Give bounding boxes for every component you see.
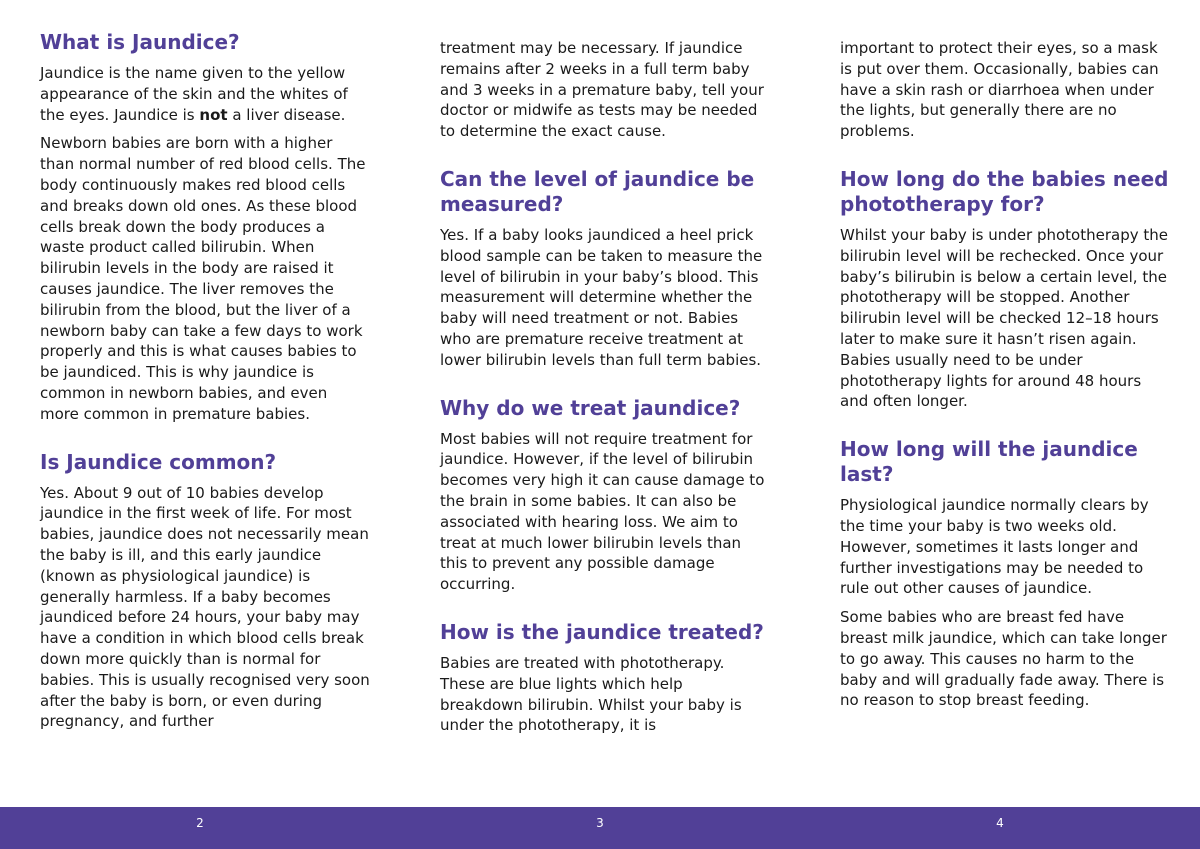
text-run: a liver disease. — [227, 105, 346, 124]
emphasis-not: not — [199, 105, 228, 124]
paragraph-what-is-jaundice — [40, 63, 370, 125]
paragraph-is-jaundice-common: Yes. About 9 out of 10 babies develop jaundice in the first week of life. For most babies, jaundice does not necessarily mean the baby is ill, and this early jaundice (known as physiological jaundice) is generally harmless. If a baby becomes jaundiced before 24 hours, your baby may have a condition in which blood cells break down more quickly than is normal for babies. This is usually recognised very soon after the baby is born, or even during pregnancy, and further — [40, 483, 370, 731]
heading-why-treat-jaundice: Why do we treat jaundice? — [440, 395, 741, 420]
footer-bar — [0, 807, 1200, 849]
paragraph-continued-treatment: treatment may be necessary. If jaundice remains after 2 weeks in a full term baby and 3 weeks in a premature baby, tell your doctor or midwife as tests may be needed to determine the exact cause. — [440, 39, 764, 141]
page-number-3: 3 — [596, 816, 604, 830]
page-number-4: 4 — [996, 816, 1004, 830]
column-page-3 — [440, 38, 770, 744]
heading-what-is-jaundice: What is Jaundice? — [40, 30, 240, 54]
column-page-2 — [40, 30, 370, 740]
heading-how-long-phototherapy: How long do the babies need phototherapy for? — [840, 166, 1169, 216]
paragraph-how-long-phototherapy: Whilst your baby is under phototherapy the bilirubin level will be rechecked. Once your baby’s bilirubin is below a certain level, the phototherapy will be stopped. Another bilirubin level will be checked 12–18 hours later to make sure it hasn’t risen again. Babies usually need to be under phototherapy lights for around 48 hours and often longer. — [840, 225, 1168, 411]
heading-can-level-be-measured: Can the level of jaundice be measured? — [440, 166, 755, 216]
page-number-2: 2 — [196, 816, 204, 830]
heading-is-jaundice-common: Is Jaundice common? — [40, 449, 277, 474]
heading-how-is-jaundice-treated: How is the jaundice treated? — [440, 619, 764, 644]
paragraph-continued-eye-protection: important to protect their eyes, so a mask is put over them. Occasionally, babies can have a skin rash or diarrhoea when under the lights, but generally there are no problems. — [840, 39, 1159, 141]
paragraph-newborn-red-cells: Newborn babies are born with a higher than normal number of red blood cells. The body continuously makes red blood cells and breaks down old ones. As these blood cells break down the body produces a waste product called bilirubin. When bilirubin levels in the body are raised it causes jaundice. The liver removes the bilirubin from the blood, but the liver of a newborn baby can take a few days to work properly and this is what causes babies to be jaundiced. This is why jaundice is common in newborn babies, and even more common in premature babies. — [40, 134, 366, 423]
heading-how-long-jaundice-last: How long will the jaundice last? — [840, 437, 1138, 487]
paragraph-can-level-be-measured: Yes. If a baby looks jaundiced a heel prick blood sample can be taken to measure the level of bilirubin in your baby’s blood. This measurement will determine whether the baby will need treatment or not. Babies who are premature receive treatment at lower bilirubin levels than full term babies. — [440, 225, 763, 369]
paragraph-why-treat-jaundice: Most babies will not require treatment for jaundice. However, if the level of bilirubin becomes very high it can cause damage to the brain in some babies. It can also be associated with hearing loss. We aim to treat at much lower bilirubin levels than this to prevent any possible damage occurring. — [440, 429, 765, 594]
paragraph-how-is-jaundice-treated: Babies are treated with phototherapy. These are blue lights which help breakdown bilirubin. Whilst your baby is under the phototherapy, it is — [440, 653, 742, 735]
paragraph-physiological-jaundice-clears: Physiological jaundice normally clears by the time your baby is two weeks old. However, sometimes it lasts longer and further investigations may be needed to rule out other causes of jaundice. — [840, 496, 1149, 598]
paragraph-breast-milk-jaundice: Some babies who are breast fed have breast milk jaundice, which can take longer to go away. This causes no harm to the baby and will gradually fade away. There is no reason to stop breast feeding. — [840, 608, 1167, 710]
column-page-4 — [840, 38, 1170, 719]
text-run: Jaundice is the name given to the yellow appearance of the skin and the whites of the eyes. Jaundice is — [40, 64, 348, 124]
